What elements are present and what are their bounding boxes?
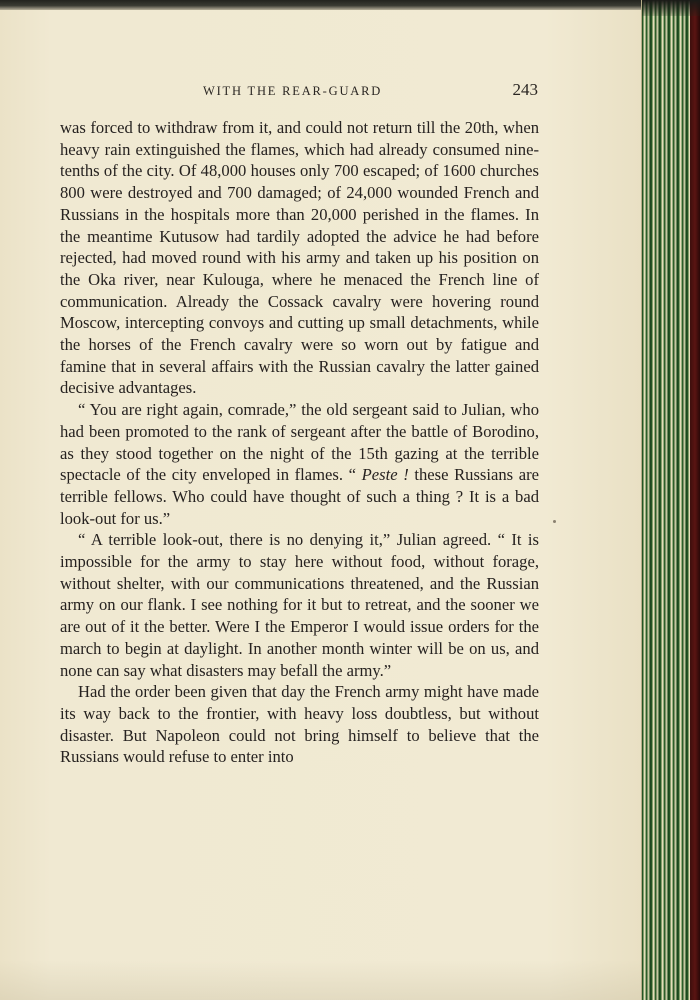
paragraph-2-italic: Peste ! [361,465,409,485]
book-cover-edge [690,0,700,1000]
body-text [60,117,539,768]
page-bottom-shade [0,960,642,1000]
paragraph-1 [60,117,539,399]
paragraph-3-text: “ A terrible look-out, there is no denying it,” Julian agreed. “ It is impossible for the army to stay here without food, without forage, without shelter, with our communications threatened, and the Russian army on our flank. I see nothing for it but to retreat, and the sooner we are out of it the better. Were I the Emperor I would issue orders for the march to begin at daylight. In another month winter will be on us, and none can say what disasters may befall the army.” [60,530,539,680]
paragraph-4 [60,681,539,768]
paragraph-3 [60,529,539,681]
paragraph-2 [60,399,539,529]
paragraph-4-text: Had the order been given that day the French army might have made its way back to the frontier, with heavy loss doubtless, but without disaster. But Napoleon could not bring himself to believe that the Russians would refuse to enter into [60,682,539,767]
page-number: 243 [512,80,538,99]
running-head [60,80,540,102]
margin-speck [553,520,556,523]
paragraph-1-text: was forced to withdraw from it, and could not return till the 20th, when heavy rain extinguished the flames, which had already consumed nine-tenths of the city. Of 48,000 houses only 700 escaped; of 1600 churches 800 were destroyed and 700 damaged; of 24,000 wounded French and Russians in the hospitals more than 20,000 perished in the flames. In the meantime Kutusow had tardily adopted the advice he had before rejected, had moved round with his army and taken up his position on the Oka river, near Kulouga, where he menaced the French line of communication. Already the Cossack cavalry were hovering round Moscow, intercepting convoys and cutting up small detachments, while the horses of the French cavalry were so worn out by fatigue and famine that in several affairs with the Russian cavalry the latter gained decisive advantages. [60,118,539,398]
running-head-title: WITH THE REAR-GUARD [203,84,383,98]
page-edge-shadow [642,0,700,16]
paragraph-2-text-b: these Russians are terrible fellows. Who could have thought of such a thing ? It is a bad look-out for us.” [60,465,539,528]
paragraph-2-text-a: “ You are right again, comrade,” the old sergeant said to Julian, who had been promoted to the rank of sergeant after the battle of Borodino, as they stood together on the night of the 15th gazing at the terrible spectacle of the city enveloped in flames. “ [60,400,539,485]
